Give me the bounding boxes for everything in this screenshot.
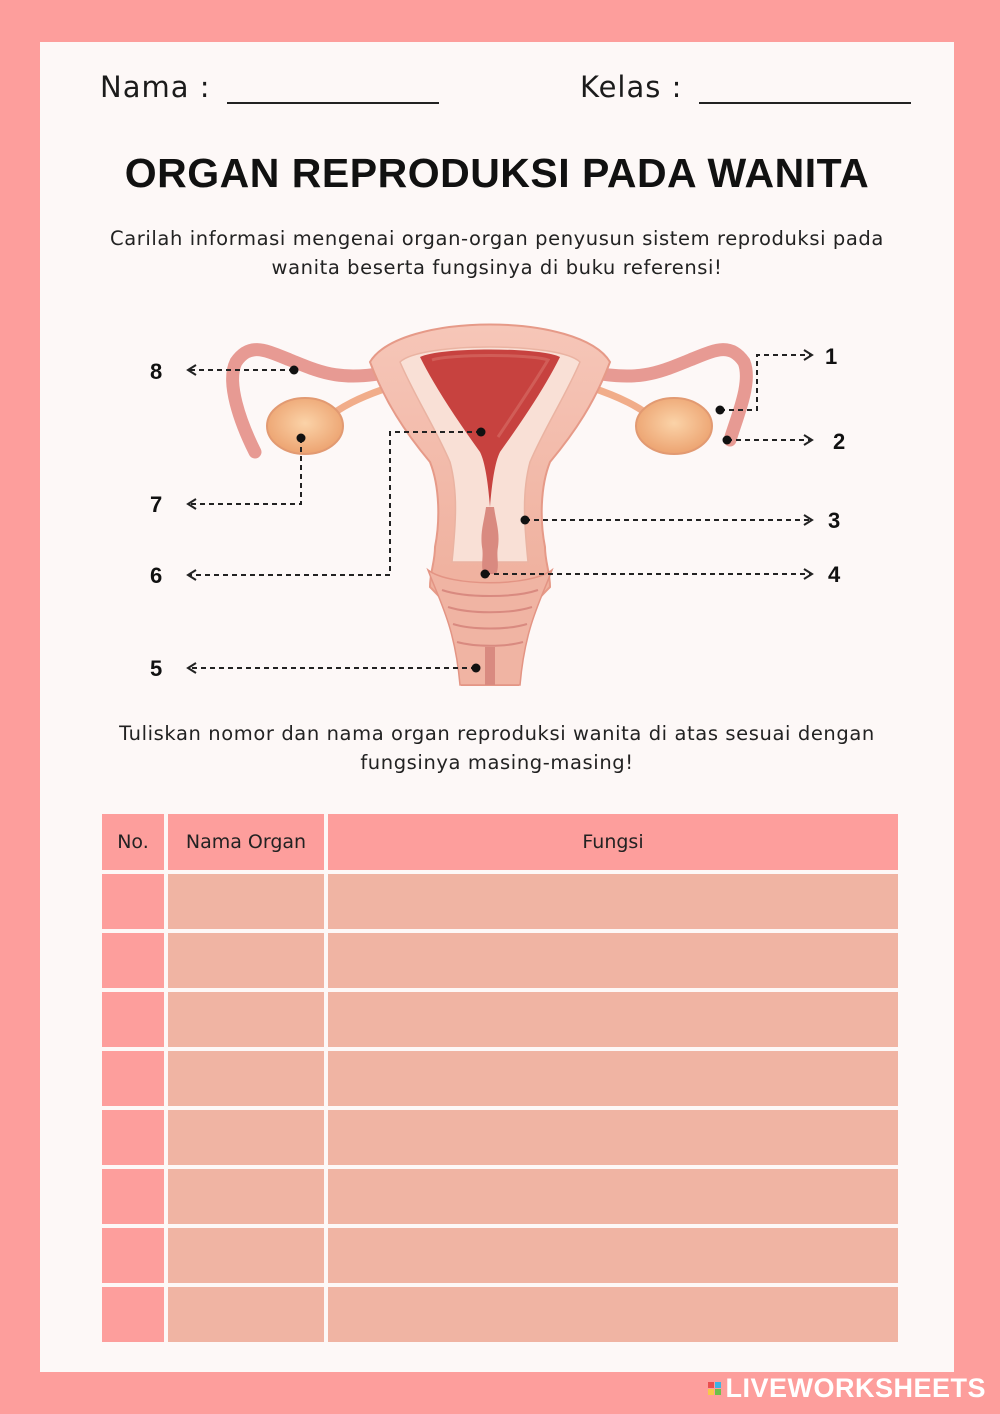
label-8: 8 [150, 359, 163, 384]
cell-fungsi[interactable] [328, 1051, 898, 1106]
cell-fungsi[interactable] [328, 992, 898, 1047]
cell-no[interactable] [102, 1287, 164, 1342]
cell-fungsi[interactable] [328, 1110, 898, 1165]
cell-nama-organ[interactable] [168, 1051, 324, 1106]
table-row [102, 933, 898, 988]
table-row [102, 1228, 898, 1283]
cell-no[interactable] [102, 1051, 164, 1106]
cell-no[interactable] [102, 1110, 164, 1165]
table-row [102, 874, 898, 929]
brand-name: LIVEWORKSHEETS [725, 1373, 986, 1403]
cell-no[interactable] [102, 1169, 164, 1224]
header-fungsi: Fungsi [328, 814, 898, 870]
table-row [102, 1051, 898, 1106]
cell-fungsi[interactable] [328, 1228, 898, 1283]
cell-no[interactable] [102, 1228, 164, 1283]
cell-nama-organ[interactable] [168, 1287, 324, 1342]
reproductive-organ-diagram [40, 42, 954, 702]
cell-no[interactable] [102, 933, 164, 988]
label-2: 2 [833, 429, 846, 454]
table-header-row [102, 814, 898, 870]
instruction-top: Carilah informasi mengenai organ-organ penyusun sistem reproduksi pada wanita beserta fungsinya di buku referensi! [110, 227, 884, 279]
left-ovary [267, 398, 343, 454]
right-ovary [636, 398, 712, 454]
cell-nama-organ[interactable] [168, 1110, 324, 1165]
cell-fungsi[interactable] [328, 933, 898, 988]
instruction-bottom: Tuliskan nomor dan nama organ reproduksi wanita di atas sesuai dengan fungsinya masing-masing! [119, 722, 875, 774]
answer-table [98, 810, 902, 1346]
name-label: Nama : [100, 70, 211, 104]
label-1: 1 [825, 344, 838, 369]
table-row [102, 1287, 898, 1342]
cell-no[interactable] [102, 992, 164, 1047]
liveworksheets-logo-icon [708, 1382, 721, 1395]
label-6: 6 [150, 563, 163, 588]
table-row [102, 1169, 898, 1224]
class-label: Kelas : [580, 70, 683, 104]
liveworksheets-logo[interactable] [708, 1373, 986, 1404]
header-no: No. [102, 814, 164, 870]
label-5: 5 [150, 656, 163, 681]
label-4: 4 [828, 562, 841, 587]
cell-fungsi[interactable] [328, 1287, 898, 1342]
cell-fungsi[interactable] [328, 1169, 898, 1224]
header-nama-organ: Nama Organ [168, 814, 324, 870]
label-7: 7 [150, 492, 163, 517]
cell-nama-organ[interactable] [168, 874, 324, 929]
cell-nama-organ[interactable] [168, 1169, 324, 1224]
table-row [102, 1110, 898, 1165]
cell-nama-organ[interactable] [168, 1228, 324, 1283]
cell-no[interactable] [102, 874, 164, 929]
cell-nama-organ[interactable] [168, 933, 324, 988]
table-row [102, 992, 898, 1047]
worksheet [40, 42, 954, 1372]
cell-fungsi[interactable] [328, 874, 898, 929]
label-3: 3 [828, 508, 841, 533]
cell-nama-organ[interactable] [168, 992, 324, 1047]
page-title: ORGAN REPRODUKSI PADA WANITA [124, 150, 870, 196]
uterus-illustration [233, 325, 747, 686]
